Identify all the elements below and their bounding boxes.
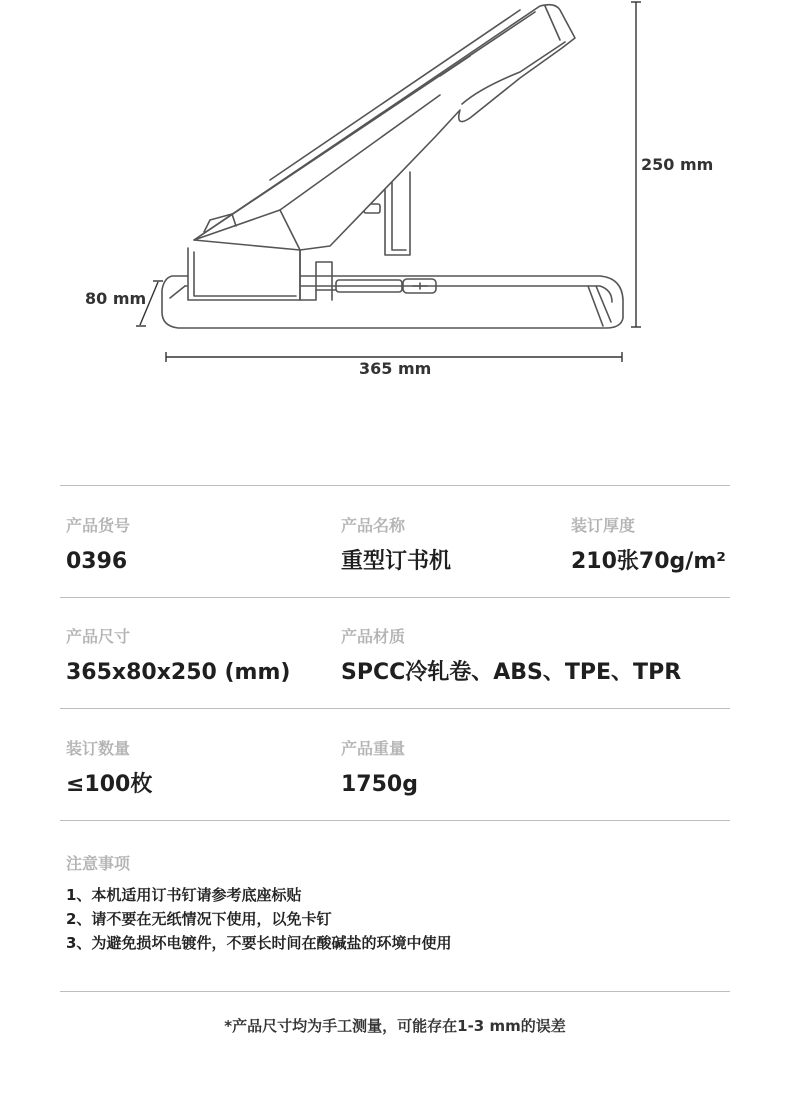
- note-item: 2、请不要在无纸情况下使用，以免卡钉: [66, 910, 332, 928]
- spec-value: ≤100枚: [66, 772, 153, 797]
- spec-value: 重型订书机: [341, 549, 452, 574]
- stapler-drawing: [0, 0, 790, 420]
- notes-list: [66, 883, 451, 955]
- notes-title: 注意事项: [66, 854, 131, 873]
- spec-name: [341, 516, 451, 576]
- divider: [60, 597, 730, 598]
- spec-item-no: [66, 516, 130, 576]
- spec-value: 1750g: [341, 772, 418, 797]
- height-dimension-label: 250 mm: [641, 155, 714, 174]
- spec-size: [66, 627, 290, 687]
- spec-value: 210张70g/m²: [571, 549, 726, 574]
- spec-quantity: [66, 739, 152, 799]
- width-dimension-label: 365 mm: [359, 359, 432, 378]
- divider: [60, 708, 730, 709]
- footnote: *产品尺寸均为手工测量，可能存在1-3 mm的误差: [224, 1017, 566, 1035]
- spec-weight: [341, 739, 418, 799]
- spec-label: 产品尺寸: [66, 627, 131, 646]
- spec-label: 产品材质: [341, 627, 406, 646]
- divider: [60, 820, 730, 821]
- spec-thickness: [571, 516, 726, 576]
- spec-value: SPCC冷轧卷、ABS、TPE、TPR: [341, 660, 682, 685]
- spec-label: 装订厚度: [571, 516, 636, 535]
- divider: [60, 485, 730, 486]
- spec-label: 产品名称: [341, 516, 406, 535]
- spec-value: 365x80x250 (mm): [66, 660, 291, 685]
- spec-label: 产品重量: [341, 739, 406, 758]
- depth-dimension-label: 80 mm: [85, 289, 147, 308]
- spec-value: 0396: [66, 549, 128, 574]
- divider: [60, 991, 730, 992]
- spec-label: 装订数量: [66, 739, 131, 758]
- note-item: 3、为避免损坏电镀件，不要长时间在酸碱盐的环境中使用: [66, 934, 452, 952]
- spec-material: [341, 627, 681, 687]
- spec-label: 产品货号: [66, 516, 131, 535]
- note-item: 1、本机适用订书钉请参考底座标贴: [66, 886, 302, 904]
